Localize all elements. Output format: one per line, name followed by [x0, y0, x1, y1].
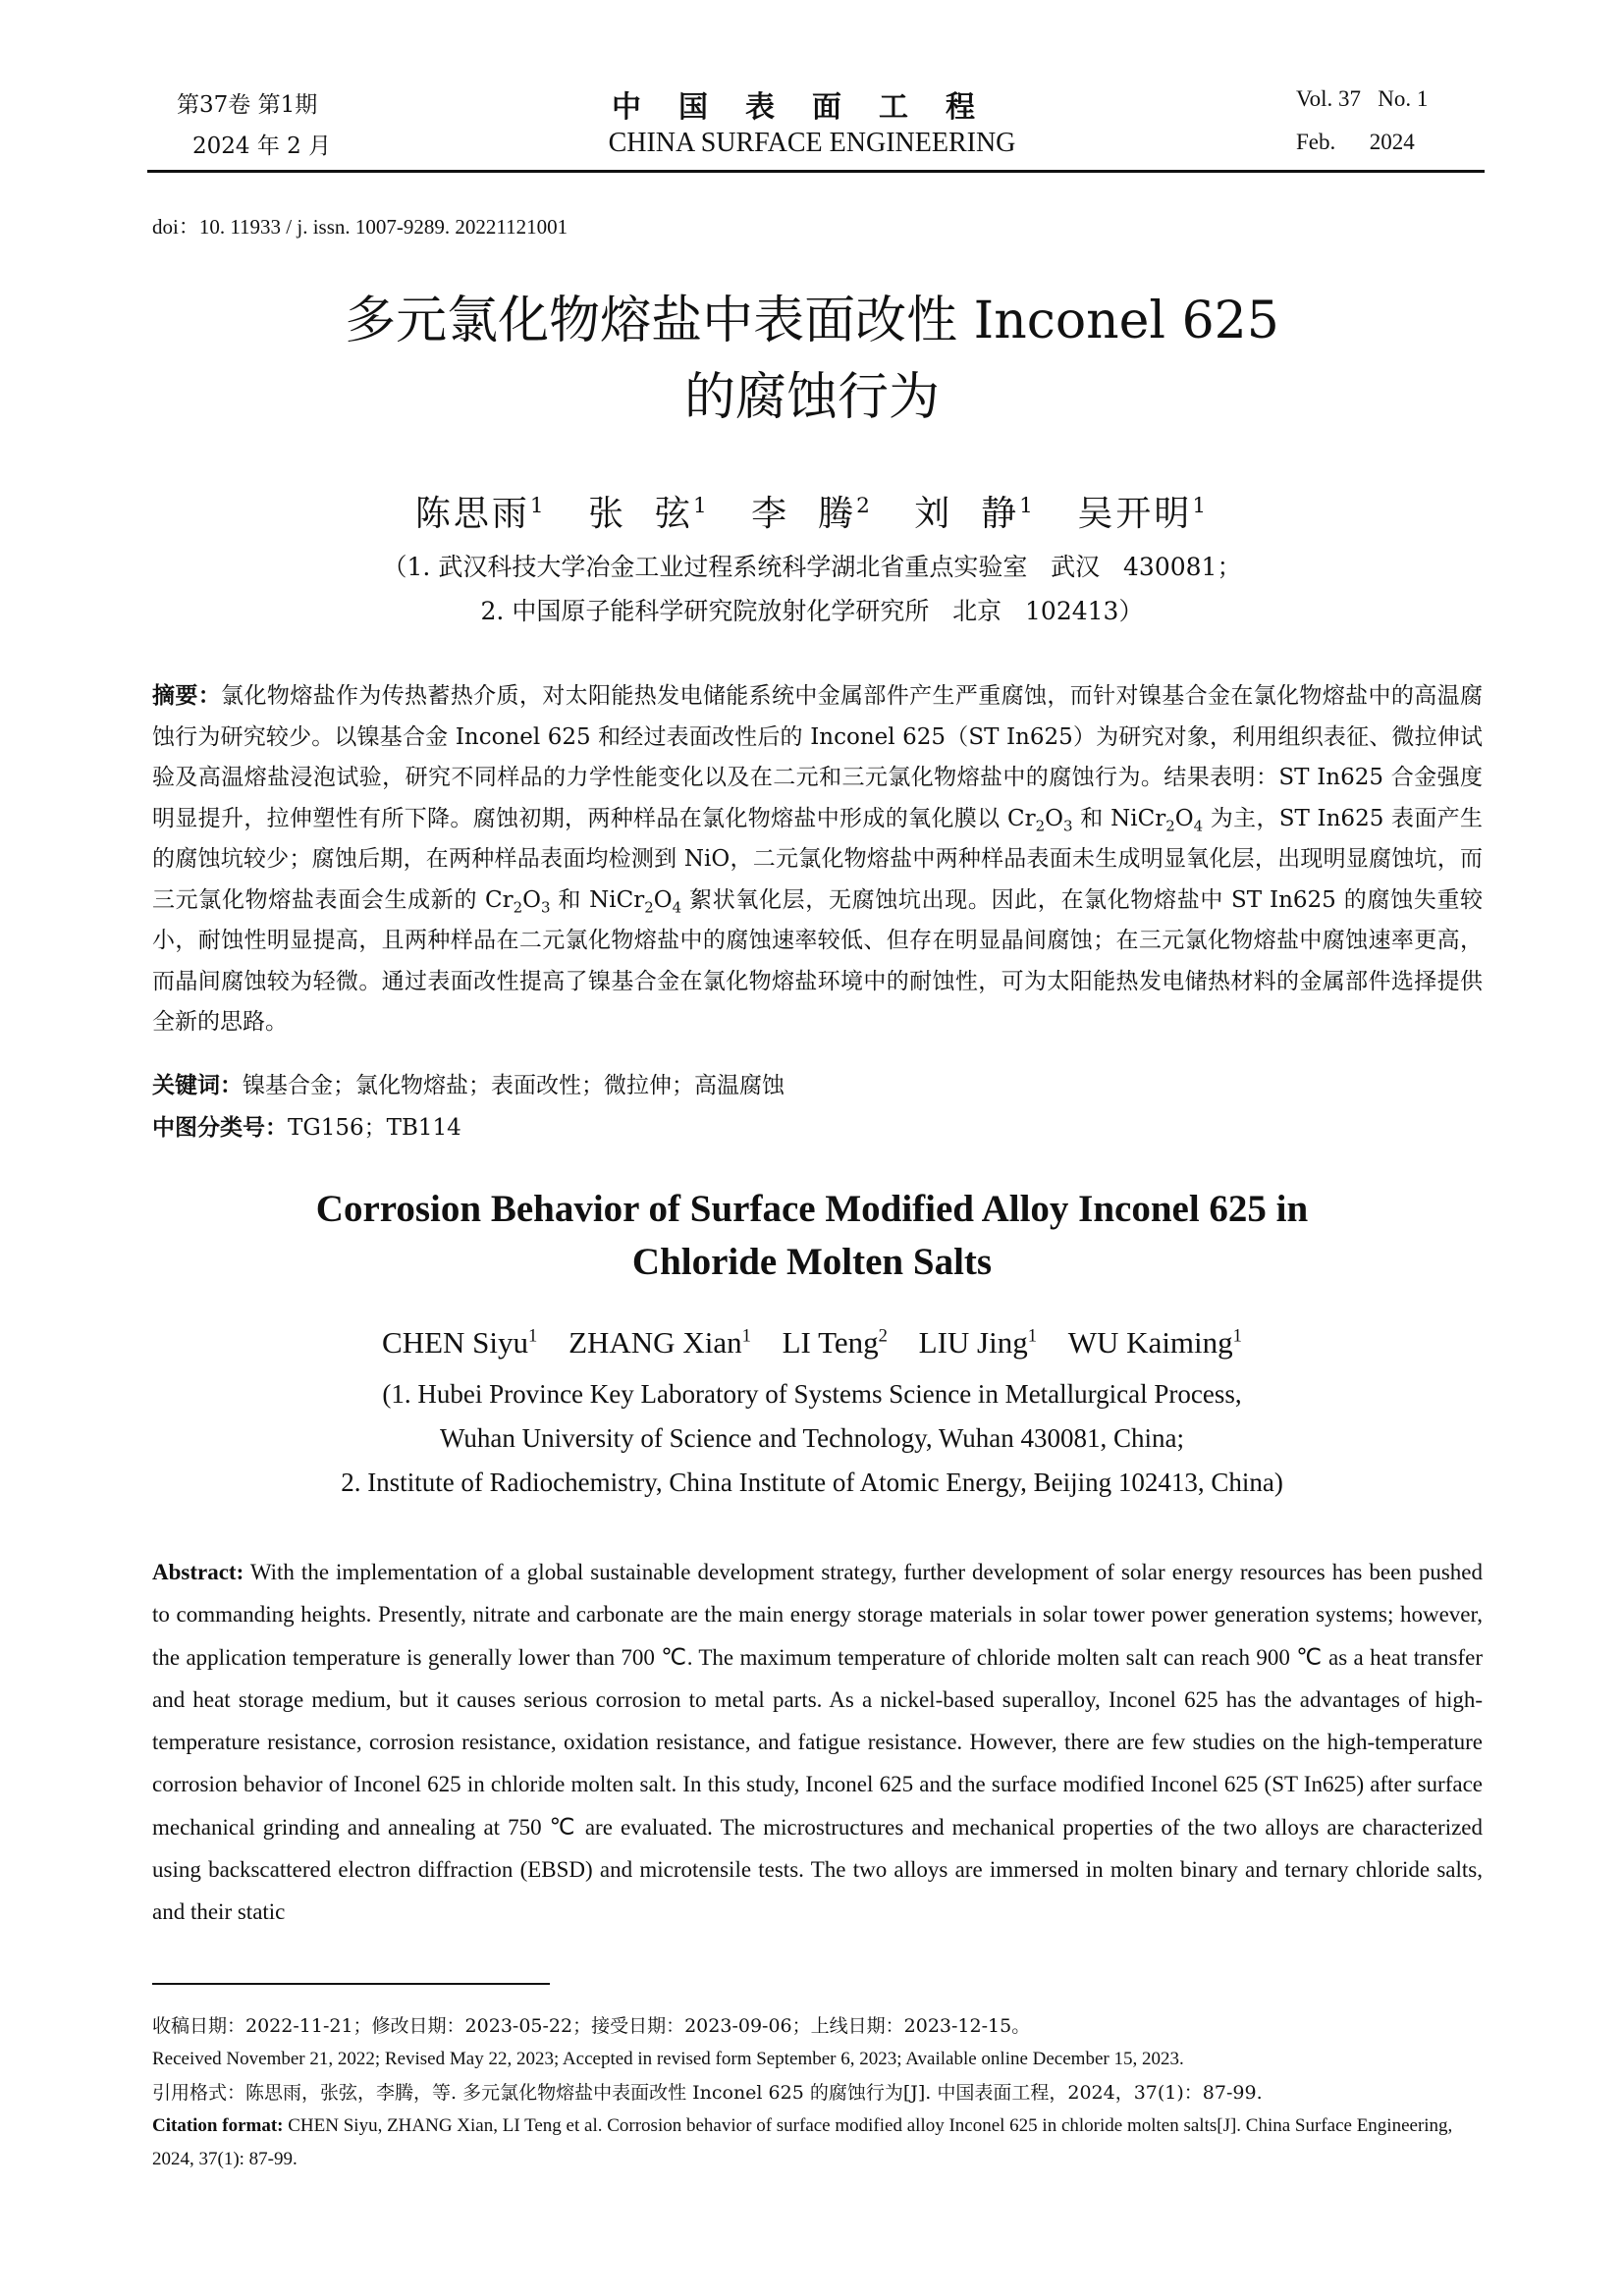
abstract-en: Abstract: With the implementation of a global sustainable development strategy, further development of solar energy resources has been pushed to commanding heights. Presently, nitrate and carbonate are the main energy storage materials in solar tower power generation systems; however, the application temperature is generally lower than 700 ℃. The maximum temperature of chloride molten salt can reach 900 ℃ as a heat transfer and heat storage medium, but it causes serious corrosion to metal parts. As a nickel-based superalloy, Inconel 625 has the advantages of high-temperature resistance, corrosion resistance, oxidation resistance, and fatigue resistance. However, there are few studies on the high-temperature corrosion behavior of Inconel 625 in chloride molten salt. In this study, Inconel 625 and the surface modified Inconel 625 (ST In625) after surface mechanical grinding and annealing at 750 ℃ are evaluated. The microstructures and mechanical properties of the two alloys are characterized using backscattered electron diffraction (EBSD) and microtensile tests. The two alloys are immersed in molten binary and ternary chloride salts, and their static	[152, 1560, 1483, 1925]
abstract-cn-label: 摘要：	[152, 682, 222, 709]
citation-en: Citation format: CHEN Siyu, ZHANG Xian, LI Teng et al. Corrosion behavior of surface modified alloy Inconel 625 in chloride molten salts[J]. China Surface Engineering, 2024, 37(1): 87-99.	[152, 2115, 1453, 2169]
volume-issue-cn: 第37卷 第1期	[177, 92, 318, 118]
abstract-cn: 摘要：氯化物熔盐作为传热蓄热介质，对太阳能热发电储能系统中金属部件产生严重腐蚀，而针对镍基合金在氯化物熔盐中的高温腐蚀行为研究较少。以镍基合金 Inconel 625 和经过表面改性后的 Inconel 625（ST In625）为研究对象，利用组织表征、微拉伸试验及高温熔盐浸泡试验，研究不同样品的力学性能变化以及在二元和三元氯化物熔盐中的腐蚀行为。结果表明：ST In625 合金强度明显提升，拉伸塑性有所下降。腐蚀初期，两种样品在氯化物熔盐中形成的氧化膜以 $Cr_2O_3$ 和 $NiCr_2O_4$ 为主，ST In625 表面产生的腐蚀坑较少；腐蚀后期，在两种样品表面均检测到 NiO，二元氯化物熔盐中两种样品表面未生成明显氧化层，出现明显腐蚀坑，而三元氯化物熔盐表面会生成新的 $Cr_2O_3$ 和 $NiCr_2O_4$ 絮状氧化层，无腐蚀坑出现。因此，在氯化物熔盐中 ST In625 的腐蚀失重较小，耐蚀性明显提高，且两种样品在二元氯化物熔盐中的腐蚀速率较低、但存在明显晶间腐蚀；在三元氯化物熔盐中腐蚀速率更高，而晶间腐蚀较为轻微。通过表面改性提高了镍基合金在氯化物熔盐环境中的耐蚀性，可为太阳能热发电储热材料的金属部件选择提供全新的思路。	[152, 682, 1484, 1035]
date-en: Feb. 2024	[1296, 130, 1415, 154]
affiliations-cn	[0, 545, 1624, 633]
abstract-en-label: Abstract:	[152, 1560, 244, 1584]
title-en	[0, 1183, 1624, 1289]
title-cn-line2: 的腐蚀行为	[683, 368, 940, 427]
classification-number: 中图分类号：TG156；TB114	[152, 1114, 461, 1141]
date-cn: 2024 年 2 月	[192, 133, 332, 159]
title-en-line2: Chloride Molten Salts	[631, 1241, 993, 1283]
affiliation-en-3: 2. Institute of Radiochemistry, China Institute of Atomic Energy, Beijing 102413, China)	[341, 1468, 1283, 1497]
keywords-cn: 关键词：镍基合金；氯化物熔盐；表面改性；微拉伸；高温腐蚀	[152, 1072, 785, 1098]
author-cn: 张 弦$^1$	[588, 494, 710, 534]
authors-cn	[0, 486, 1624, 536]
dates-en: Received November 21, 2022; Revised May 22, 2023; Accepted in revised form September 6, 2023; Available online December 15, 2023.	[152, 2049, 1184, 2069]
citation-cn: 引用格式：陈思雨，张弦，李腾，等. 多元氯化物熔盐中表面改性 Inconel 625 的腐蚀行为[J]. 中国表面工程，2024，37(1)：87-99.	[152, 2082, 1263, 2104]
author-en: LIU Jing$^1$	[918, 1325, 1038, 1360]
dates-cn: 收稿日期：2022-11-21；修改日期：2023-05-22；接受日期：2023-09-06；上线日期：2023-12-15。	[152, 2015, 1031, 2037]
journal-title-cn: 中国表面工程	[612, 90, 1012, 125]
author-en: ZHANG Xian$^1$	[568, 1325, 751, 1360]
author-en: WU Kaiming$^1$	[1067, 1325, 1242, 1360]
title-cn	[0, 283, 1624, 436]
affiliation-cn-2: 2. 中国原子能科学研究院放射化学研究所 北京 102413）	[480, 597, 1144, 625]
affiliations-en	[0, 1372, 1624, 1505]
affiliation-en-2: Wuhan University of Science and Technology, Wuhan 430081, China;	[439, 1423, 1185, 1453]
footnote-rule	[152, 1983, 550, 1985]
authors-en	[0, 1325, 1624, 1361]
journal-title-en: CHINA SURFACE ENGINEERING	[608, 128, 1016, 158]
affiliation-cn-1: （1. 武汉科技大学冶金工业过程系统科学湖北省重点实验室 武汉 430081；	[382, 553, 1242, 581]
author-cn: 陈思雨$^1$	[414, 494, 547, 534]
author-en: LI Teng$^2$	[782, 1325, 888, 1360]
author-cn: 刘 静$^1$	[914, 494, 1036, 534]
doi: doi：10. 11933 / j. issn. 1007-9289. 20221121001	[152, 215, 568, 239]
volume-issue-en: Vol. 37 No. 1	[1296, 86, 1429, 111]
affiliation-en-1: (1. Hubei Province Key Laboratory of Systems Science in Metallurgical Process,	[382, 1379, 1242, 1409]
author-en: CHEN Siyu$^1$	[382, 1325, 538, 1360]
title-cn-line1: 多元氯化物熔盐中表面改性 Inconel 625	[345, 292, 1279, 350]
author-cn: 吴开明$^1$	[1077, 494, 1210, 534]
header-rule	[147, 170, 1485, 173]
author-cn: 李 腾$^2$	[751, 494, 873, 534]
title-en-line1: Corrosion Behavior of Surface Modified Alloy Inconel 625 in	[315, 1188, 1309, 1230]
